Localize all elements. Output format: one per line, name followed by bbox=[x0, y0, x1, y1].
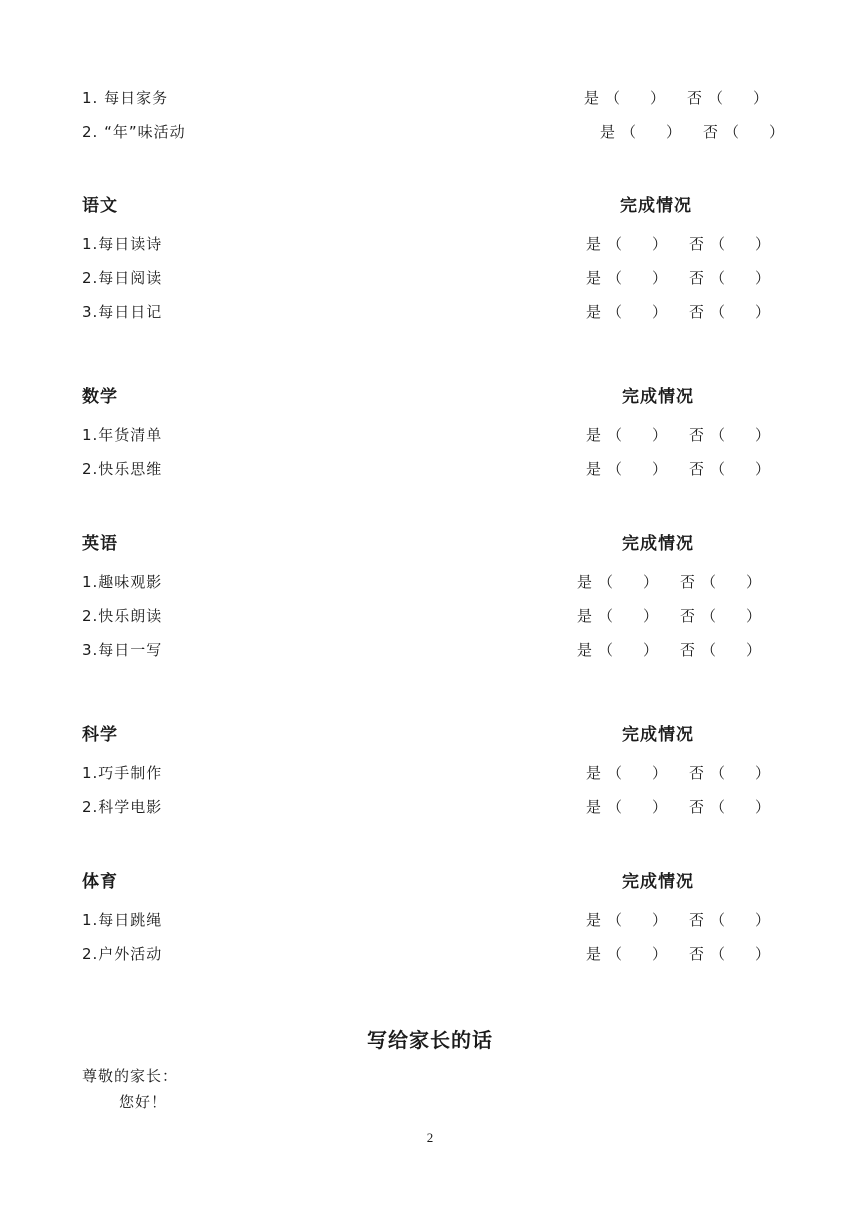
yes-option: 是 bbox=[584, 89, 600, 107]
task-daily-housework: 1. 每日家务 bbox=[82, 89, 169, 107]
yes-checkbox[interactable]: （ ） bbox=[607, 303, 668, 321]
completion-check bbox=[577, 606, 761, 626]
yes-option: 是 bbox=[586, 426, 602, 444]
yes-checkbox[interactable]: （ ） bbox=[607, 460, 668, 478]
letter-salutation: 尊敬的家长： bbox=[82, 1067, 179, 1085]
no-checkbox[interactable]: （ ） bbox=[710, 764, 771, 782]
section-heading-math: 数学 bbox=[82, 387, 118, 407]
status-label-math: 完成情况 bbox=[622, 387, 694, 407]
completion-check bbox=[586, 910, 770, 930]
no-checkbox[interactable]: （ ） bbox=[710, 460, 771, 478]
task-new-year-activity: 2. “年”味活动 bbox=[82, 123, 186, 141]
yes-option: 是 bbox=[586, 460, 602, 478]
no-checkbox[interactable]: （ ） bbox=[701, 607, 762, 625]
yes-checkbox[interactable]: （ ） bbox=[605, 89, 666, 107]
yes-checkbox[interactable]: （ ） bbox=[607, 945, 668, 963]
task-reading-aloud: 2.快乐朗读 bbox=[82, 607, 163, 625]
no-checkbox[interactable]: （ ） bbox=[710, 235, 771, 253]
completion-check bbox=[586, 268, 770, 288]
no-checkbox[interactable]: （ ） bbox=[710, 945, 771, 963]
completion-check bbox=[577, 572, 761, 592]
task-happy-thinking: 2.快乐思维 bbox=[82, 460, 163, 478]
status-label-science: 完成情况 bbox=[622, 725, 694, 745]
no-option: 否 bbox=[680, 607, 696, 625]
yes-option: 是 bbox=[586, 798, 602, 816]
no-checkbox[interactable]: （ ） bbox=[701, 641, 762, 659]
completion-check bbox=[586, 797, 770, 817]
yes-checkbox[interactable]: （ ） bbox=[607, 798, 668, 816]
status-label-english: 完成情况 bbox=[622, 534, 694, 554]
no-checkbox[interactable]: （ ） bbox=[710, 269, 771, 287]
completion-check bbox=[577, 640, 761, 660]
yes-option: 是 bbox=[577, 607, 593, 625]
section-heading-pe: 体育 bbox=[82, 872, 118, 892]
no-option: 否 bbox=[689, 235, 705, 253]
yes-checkbox[interactable]: （ ） bbox=[607, 764, 668, 782]
status-label-chinese: 完成情况 bbox=[620, 196, 692, 216]
task-jump-rope: 1.每日跳绳 bbox=[82, 911, 163, 929]
yes-checkbox[interactable]: （ ） bbox=[607, 269, 668, 287]
no-checkbox[interactable]: （ ） bbox=[724, 123, 785, 141]
no-checkbox[interactable]: （ ） bbox=[708, 89, 769, 107]
task-daily-reading: 2.每日阅读 bbox=[82, 269, 163, 287]
no-option: 否 bbox=[680, 641, 696, 659]
yes-option: 是 bbox=[600, 123, 616, 141]
yes-option: 是 bbox=[577, 641, 593, 659]
no-option: 否 bbox=[689, 798, 705, 816]
no-option: 否 bbox=[689, 911, 705, 929]
no-option: 否 bbox=[689, 303, 705, 321]
yes-checkbox[interactable]: （ ） bbox=[607, 911, 668, 929]
task-outdoor-activity: 2.户外活动 bbox=[82, 945, 163, 963]
yes-option: 是 bbox=[586, 303, 602, 321]
yes-option: 是 bbox=[586, 269, 602, 287]
completion-check bbox=[600, 122, 784, 142]
letter-title: 写给家长的话 bbox=[367, 1028, 493, 1052]
no-checkbox[interactable]: （ ） bbox=[710, 798, 771, 816]
no-checkbox[interactable]: （ ） bbox=[710, 303, 771, 321]
no-option: 否 bbox=[689, 426, 705, 444]
task-daily-diary: 3.每日日记 bbox=[82, 303, 163, 321]
no-option: 否 bbox=[689, 269, 705, 287]
no-option: 否 bbox=[703, 123, 719, 141]
no-option: 否 bbox=[689, 460, 705, 478]
no-checkbox[interactable]: （ ） bbox=[710, 426, 771, 444]
task-science-movie: 2.科学电影 bbox=[82, 798, 163, 816]
completion-check bbox=[586, 763, 770, 783]
yes-option: 是 bbox=[586, 911, 602, 929]
task-daily-poem: 1.每日读诗 bbox=[82, 235, 163, 253]
yes-checkbox[interactable]: （ ） bbox=[607, 235, 668, 253]
section-heading-science: 科学 bbox=[82, 725, 118, 745]
completion-check bbox=[586, 234, 770, 254]
no-option: 否 bbox=[689, 945, 705, 963]
no-option: 否 bbox=[689, 764, 705, 782]
task-handcraft: 1.巧手制作 bbox=[82, 764, 163, 782]
page-number: 2 bbox=[426, 1130, 434, 1145]
completion-check bbox=[586, 459, 770, 479]
yes-checkbox[interactable]: （ ） bbox=[598, 607, 659, 625]
section-heading-english: 英语 bbox=[82, 534, 118, 554]
yes-checkbox[interactable]: （ ） bbox=[598, 641, 659, 659]
yes-option: 是 bbox=[586, 235, 602, 253]
letter-greeting: 您好！ bbox=[119, 1093, 168, 1111]
completion-check bbox=[586, 944, 770, 964]
yes-checkbox[interactable]: （ ） bbox=[621, 123, 682, 141]
section-heading-chinese: 语文 bbox=[82, 196, 118, 216]
task-movie-watching: 1.趣味观影 bbox=[82, 573, 163, 591]
task-shopping-list: 1.年货清单 bbox=[82, 426, 163, 444]
yes-checkbox[interactable]: （ ） bbox=[598, 573, 659, 591]
no-checkbox[interactable]: （ ） bbox=[710, 911, 771, 929]
no-option: 否 bbox=[680, 573, 696, 591]
completion-check bbox=[586, 302, 770, 322]
yes-option: 是 bbox=[586, 945, 602, 963]
task-daily-writing: 3.每日一写 bbox=[82, 641, 163, 659]
yes-option: 是 bbox=[586, 764, 602, 782]
yes-checkbox[interactable]: （ ） bbox=[607, 426, 668, 444]
completion-check bbox=[586, 425, 770, 445]
yes-option: 是 bbox=[577, 573, 593, 591]
status-label-pe: 完成情况 bbox=[622, 872, 694, 892]
completion-check bbox=[584, 88, 768, 108]
no-option: 否 bbox=[687, 89, 703, 107]
no-checkbox[interactable]: （ ） bbox=[701, 573, 762, 591]
